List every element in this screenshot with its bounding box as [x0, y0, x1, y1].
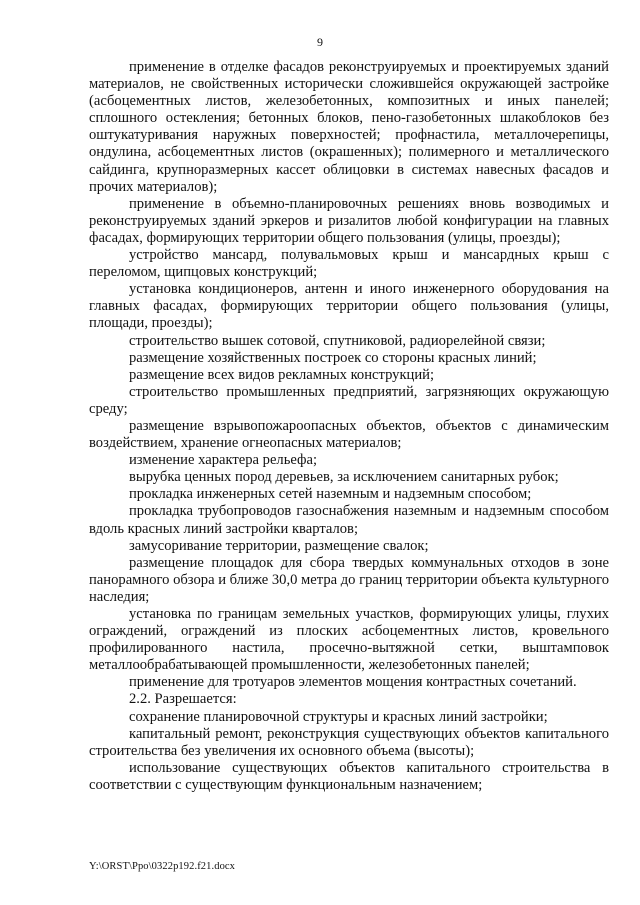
- paragraph: устройство мансард, полувальмовых крыш и мансардных крыш с переломом, щипцовых конструкций;: [89, 247, 609, 281]
- paragraph: изменение характера рельефа;: [129, 452, 318, 469]
- paragraph: размещение взрывопожароопасных объектов, объектов с динамическим воздействием, хранение огнеопасных материалов;: [89, 417, 609, 452]
- paragraph: вырубка ценных пород деревьев, за исключением санитарных рубок;: [129, 469, 559, 486]
- paragraph: установка по границам земельных участков, формирующих улицы, глухих ограждений, ограждений из плоских асбоцементных листов, кровельного профилированного настила, просечно-вытяжной сетки, выштамповок металлообрабатывающей промышленности, железобетонных панелей;: [89, 606, 609, 674]
- paragraph: прокладка трубопроводов газоснабжения наземным и надземным способом вдоль красных линий застройки кварталов;: [89, 503, 609, 537]
- file-path-footer: Y:\ORST\Ppo\0322p192.f21.docx: [89, 861, 236, 872]
- paragraph: капитальный ремонт, реконструкция существующих объектов капитального строительства без увеличения их основного объема (высоты);: [89, 725, 609, 759]
- paragraph: размещение хозяйственных построек со стороны красных линий;: [129, 349, 537, 366]
- paragraph: замусоривание территории, размещение свалок;: [129, 537, 429, 554]
- paragraph: сохранение планировочной структуры и красных линий застройки;: [129, 708, 548, 725]
- paragraph: применение в отделке фасадов реконструируемых и проектируемых зданий материалов, не свойственных исторически сложившейся окружающей застройке (асбоцементных листов, железобетонных, композитных и иных панелей; сплошного остекления; бетонных блоков, пено-газобетонных шлакоблоков без оштукатуривания наружных поверхностей; профнастила, металлочерепицы, ондулина, асбоцементных листов (окрашенных); полимерного и металлического сайдинга, крупноразмерных кассет облицовки в системах навесных фасадов и прочих материалов);: [89, 59, 609, 195]
- paragraph: использование существующих объектов капитального строительства в соответствии с существующим функциональным назначением;: [89, 759, 609, 793]
- paragraph: применение для тротуаров элементов мощения контрастных сочетаний.: [129, 674, 577, 691]
- paragraph: установка кондиционеров, антенн и иного инженерного оборудования на главных фасадах, формирующих территории общего пользования (улицы, площади, проезды);: [89, 281, 609, 332]
- paragraph: размещение площадок для сбора твердых коммунальных отходов в зоне панорамного обзора и ближе 30,0 метра до границ территории объекта культурного наследия;: [89, 554, 609, 605]
- page-number: 9: [317, 35, 323, 49]
- paragraph: строительство вышек сотовой, спутниковой, радиорелейной связи;: [129, 332, 546, 349]
- paragraph: прокладка инженерных сетей наземным и надземным способом;: [129, 486, 532, 503]
- paragraph: 2.2. Разрешается:: [129, 691, 237, 708]
- paragraph: строительство промышленных предприятий, загрязняющих окружающую среду;: [89, 383, 609, 417]
- paragraph: размещение всех видов рекламных конструкций;: [129, 366, 435, 383]
- paragraph: применение в объемно-планировочных решениях вновь возводимых и реконструируемых зданий эркеров и ризалитов любой конфигурации на главных фасадах, формирующих территории общего пользования (улицы, проезды);: [89, 195, 609, 246]
- document-body: [89, 59, 609, 794]
